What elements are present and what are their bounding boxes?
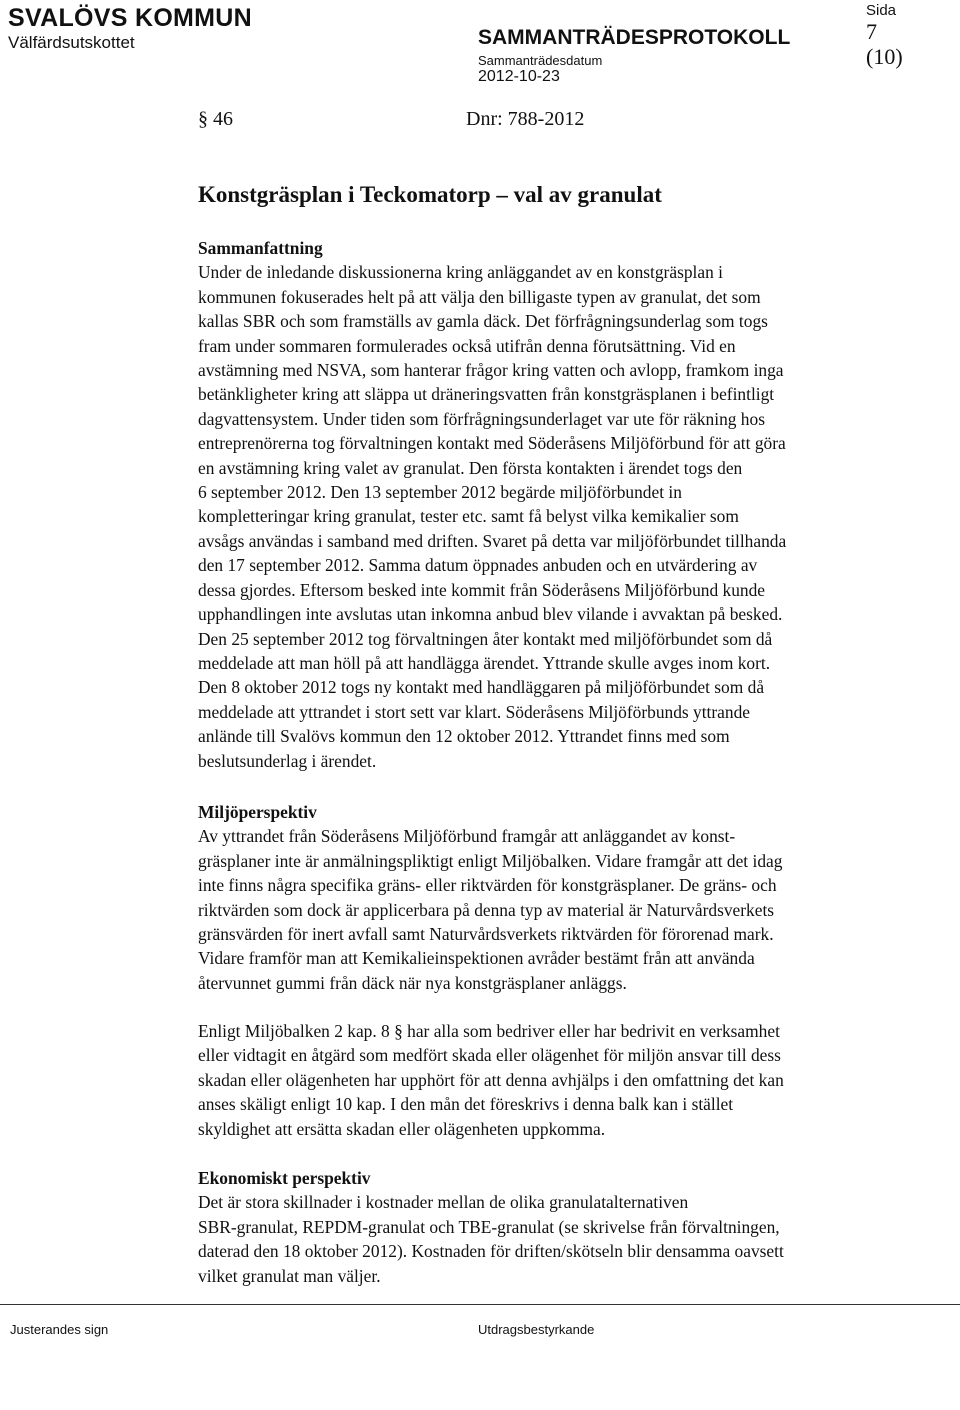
text-line: dagvattensystem. Under tiden som förfrågningsunderlaget var ute för räkning hos [198,408,765,429]
page-label: Sida [866,2,897,19]
summary-section [198,236,928,773]
signature-label: Justerandes sign [10,1322,109,1337]
text-line: meddelade att yttrandet i stort sett var klart. Söderåsens Miljöförbunds yttrande [198,701,751,722]
text-line: Det är stora skillnader i kostnader mellan de olika granulatalternativen [198,1192,689,1213]
text-line: Enligt Miljöbalken 2 kap. 8 § har alla som bedriver eller har bedrivit en verksamhet [198,1021,780,1041]
diary-number: Dnr: 788-2012 [466,108,585,130]
text-line: riktvärden som dock är applicerbara på denna typ av material är Naturvårdsverkets [198,899,775,920]
text-line: anses skäligt enligt 10 kap. I den mån det föreskrivs i denna balk kan i stället [198,1094,734,1115]
text-line: vilket granulat man väljer. [198,1265,381,1286]
text-line: en avstämning kring valet av granulat. Den första kontakten i ärendet togs den [198,457,743,478]
law-paragraph [198,1019,928,1141]
text-line: Den 25 september 2012 tog förvaltningen åter kontakt med miljöförbundet som då [198,628,773,649]
text-line: fram under sommaren formulerades också utifrån denna förutsättning. Vid en [198,335,736,356]
text-line: kompletteringar kring granulat, tester etc. samt få belyst vilka kemikalier som [198,506,739,527]
text-line: skyldighet att ersätta skadan eller olägenheten uppkomma. [198,1118,606,1139]
text-line: SBR-granulat, REPDM-granulat och TBE-granulat (se skrivelse från förvaltningen, [198,1216,780,1237]
text-line: meddelade att man höll på att handlägga ärendet. Yttrande skulle avges inom kort. [198,652,771,673]
text-line: kommunen fokuserades helt på att välja den billigaste typen av granulat, det som [198,286,761,307]
text-line: Vidare framför man att Kemikalieinspektionen avråder bestämt från att använda [198,948,755,969]
text-line: dessa gjordes. Eftersom besked inte kommit från Söderåsens Miljöförbund kunde [198,579,766,600]
text-line: 6 september 2012. Den 13 september 2012 begärde miljöförbundet in [198,482,682,503]
economy-section [198,1166,928,1288]
paragraph-number: 46 [213,108,233,130]
text-line: avsågs användas i samband med driften. Svaret på detta var miljöförbundet tillhanda [198,530,787,551]
text-line: gränsvärden för inert avfall samt Naturvårdsverkets riktvärden för förorenad mark. [198,924,774,945]
page-total: (10) [866,44,903,69]
meeting-date-label: Sammanträdesdatum [478,53,603,68]
meeting-date-value: 2012-10-23 [478,68,560,85]
environment-heading: Miljöperspektiv [198,802,317,822]
department-name: Välfärdsutskottet [8,33,135,52]
text-line: den 17 september 2012. Samma datum öppnades anbuden och en utvärdering av [198,555,758,576]
text-line: Av yttrandet från Söderåsens Miljöförbund framgår att anläggandet av konst- [198,826,736,847]
text-line: Under de inledande diskussionerna kring anläggandet av en konstgräsplan i [198,262,723,283]
paragraph-reference: § 46 [198,108,233,130]
text-line: eller vidtagit en åtgärd som medfört skada eller olägenhet för miljön ansvar till dess [198,1045,781,1066]
organization-name: SVALÖVS KOMMUN [8,4,253,32]
environment-section [198,800,928,995]
text-line: daterad den 18 oktober 2012). Kostnaden för driften/skötseln blir densamma oavsett [198,1241,784,1262]
extract-certification-label: Utdragsbestyrkande [478,1322,595,1337]
text-line: avstämning med NSVA, som hanterar frågor kring vatten och avlopp, framkom inga [198,360,784,381]
text-line: betänkligheter kring att släppa ut dräneringsvatten från konstgräsplanen i befintligt [198,384,775,405]
text-line: skadan eller olägenheten har upphört för att denna avhjälps i den omfattning det kan [198,1069,784,1090]
protocol-title: SAMMANTRÄDESPROTOKOLL [478,26,791,49]
text-line: inte finns några specifika gräns- eller riktvärden för konstgräsplaner. De gräns- och [198,875,777,896]
text-line: entreprenörerna tog förvaltningen kontakt med Söderåsens Miljöförbund för att göra [198,433,786,454]
text-line: upphandlingen inte avslutas utan inkomna anbud blev vilande i avvaktan på besked. [198,604,783,625]
economy-body [198,1190,928,1288]
page-number: 7 [866,19,877,44]
text-line: Den 8 oktober 2012 togs ny kontakt med handläggaren på miljöförbundet som då [198,677,765,698]
footer-divider [0,1304,960,1305]
text-line: kallas SBR och som framställs av gamla däck. Det förfrågningsunderlag som togs [198,311,768,332]
text-line: återvunnet gummi från däck när nya konstgräsplaner anläggs. [198,972,627,993]
environment-body [198,824,928,995]
law-body [198,1019,928,1141]
text-line: gräsplaner inte är anmälningspliktigt enligt Miljöbalken. Vidare framgår att det idag [198,850,783,871]
summary-body [198,260,928,773]
summary-heading: Sammanfattning [198,238,323,258]
economy-heading: Ekonomiskt perspektiv [198,1168,371,1188]
text-line: beslutsunderlag i ärendet. [198,750,377,771]
document-title: Konstgräsplan i Teckomatorp – val av granulat [198,182,662,207]
text-line: anlände till Svalövs kommun den 12 oktober 2012. Yttrandet finns med som [198,726,730,747]
